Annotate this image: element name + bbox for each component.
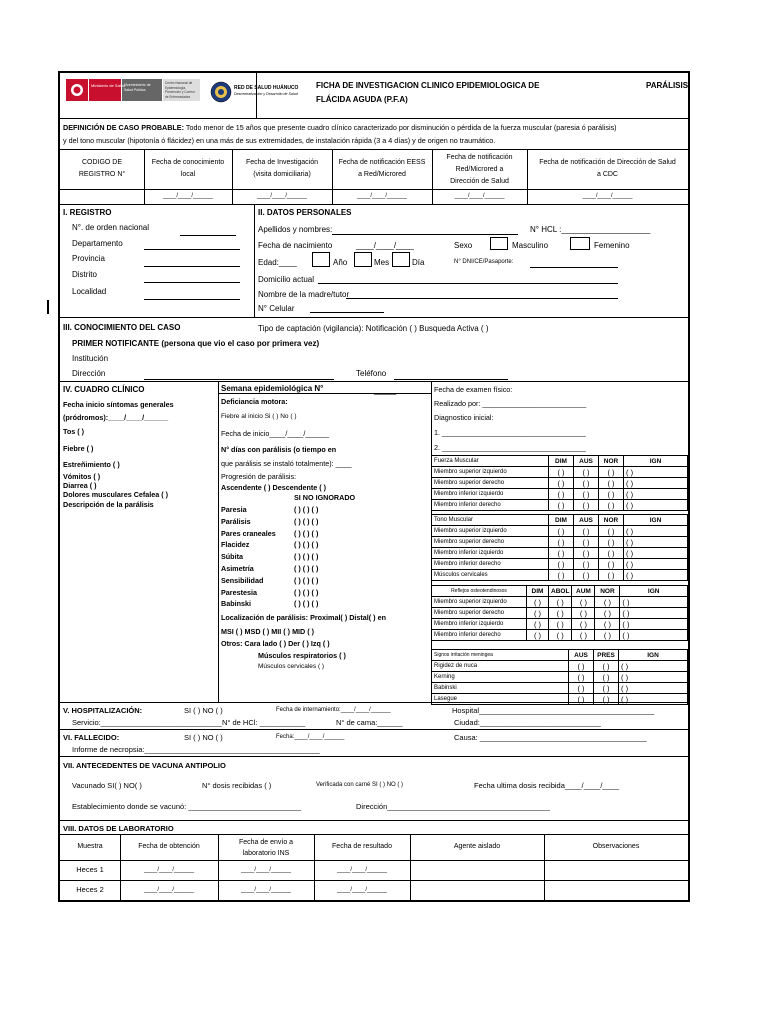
hosp-bottom-line [60, 729, 688, 730]
fuerza-row-label: Miembro inferior izquierdo [432, 489, 549, 500]
hosp-title: V. HOSPITALIZACIÓN: [63, 706, 143, 715]
mark[interactable]: ( ) [549, 537, 574, 548]
masculino-label: Masculino [512, 241, 549, 250]
text-cursor [47, 300, 49, 314]
conocimiento-bottom-line [60, 381, 688, 382]
orden-input[interactable] [180, 235, 236, 236]
femenino-checkbox[interactable] [570, 237, 590, 250]
col-ign: IGN [624, 515, 688, 526]
header-text: a Red/Microred [358, 171, 406, 178]
case-definition-label: DEFINICIÓN DE CASO PROBABLE: [63, 123, 184, 132]
lab-header-resultado: Fecha de resultado [332, 843, 392, 850]
mark[interactable]: ( ) [624, 478, 688, 489]
apellidos-input[interactable] [332, 234, 518, 235]
tono-muscular-table [431, 514, 688, 581]
case-definition-line2: y del tono muscular (hipotonía ó flácidez) en una más de sus extremidades, de instalación rápida (3 a 4 días) y de origen no traumático. [63, 136, 496, 145]
lab-header-observaciones: Observaciones [592, 843, 640, 850]
signo-marks[interactable]: ( ) ( ) ( ) [294, 505, 319, 514]
registro-title: I. REGISTRO [63, 208, 112, 217]
vacuna-bottom-line [60, 820, 688, 821]
mark[interactable]: ( ) [549, 597, 572, 608]
mark[interactable]: ( ) [599, 570, 624, 581]
col-nor: NOR [599, 456, 624, 467]
mark[interactable]: ( ) [620, 597, 688, 608]
registro-field-orden: N°. de orden nacional [72, 223, 150, 232]
apellidos-label: Apellidos y nombres: [258, 225, 333, 234]
diagnostico-1[interactable]: 1. ____________________________________ [434, 428, 586, 437]
lab-header-envio: Fecha de envío a laboratorio INS [238, 839, 294, 857]
fuerza-muscular-table [431, 455, 688, 511]
minsa-logo [66, 77, 200, 103]
mark[interactable]: ( ) [549, 489, 574, 500]
mark[interactable]: ( ) [624, 570, 688, 581]
madre-label: Nombre de la madre/tutor [258, 290, 350, 299]
dia-label: Día [412, 258, 425, 267]
edad-mes-box[interactable] [354, 252, 372, 267]
mark[interactable]: ( ) [549, 608, 572, 619]
lab-date-blank[interactable]: ____/____/______ [143, 867, 195, 873]
departamento-input[interactable] [144, 249, 240, 250]
mark[interactable]: ( ) [599, 526, 624, 537]
col-ign: IGN [619, 650, 688, 661]
mark[interactable]: ( ) [527, 597, 549, 608]
dias-paralisis-field[interactable]: que parálisis se instaló totalmente): ____ [221, 459, 352, 468]
vacuna-title: VII. ANTECEDENTES DE VACUNA ANTIPOLIO [63, 761, 226, 770]
tono-title: Tono Muscular [432, 515, 549, 526]
mark[interactable]: ( ) [549, 570, 574, 581]
col-aus: AUS [574, 515, 599, 526]
mark[interactable]: ( ) [569, 694, 594, 705]
col-ign: IGN [620, 586, 688, 597]
mark[interactable]: ( ) [549, 467, 574, 478]
edad-label: Edad:____ [258, 258, 297, 267]
signo-marks[interactable]: ( ) ( ) ( ) [294, 599, 319, 609]
hosp-si-no[interactable]: SI ( ) NO ( ) [184, 706, 223, 715]
fecha-inicio-field[interactable]: Fecha de inicio____/____/______ [221, 429, 330, 438]
minsa-text-1: Ministerio de Salud [91, 83, 126, 88]
signo-marks[interactable]: ( ) ( ) ( ) [294, 528, 319, 538]
mark[interactable]: ( ) [549, 630, 572, 641]
fecha-investigacion-header [232, 157, 332, 181]
mark[interactable]: ( ) [624, 467, 688, 478]
registro-field-departamento: Departamento [72, 239, 123, 248]
mark[interactable]: ( ) [572, 630, 595, 641]
col-nor: NOR [599, 515, 624, 526]
domicilio-label: Domicilio actual [258, 275, 315, 284]
hosp-fecha[interactable]: Fecha de internamiento:____/____/______ [276, 707, 391, 713]
reflejos-table [431, 585, 688, 641]
lab-row-heces1: Heces 1 [76, 865, 104, 874]
captacion-field[interactable]: Tipo de captación (vigilancia): Notificación ( ) Busqueda Activa ( ) [258, 324, 489, 333]
red-salud-subtitle: Descentralización y Desarrollo de Salud [234, 92, 298, 96]
mark[interactable]: ( ) [599, 489, 624, 500]
vacunado-field[interactable]: Vacunado SI( ) NO( ) [72, 781, 142, 790]
fiebre-option[interactable]: Fiebre ( ) [63, 443, 94, 453]
signo-label: Sensibilidad [221, 575, 264, 585]
examen-label: Fecha de examen físico: [434, 385, 513, 394]
mark[interactable]: ( ) [595, 597, 620, 608]
lab-date-blank[interactable]: ____/____/______ [143, 887, 195, 893]
dias-paralisis-label: N° días con parálisis (o tiempo en [221, 445, 337, 454]
col-nor: NOR [595, 586, 620, 597]
dolores-option[interactable]: Dolores musculares Cefalea ( ) [63, 489, 169, 499]
semana-bottom-line [218, 393, 431, 394]
header-bottom-line [60, 118, 688, 119]
mark[interactable]: ( ) [624, 559, 688, 570]
cuadro-divider-1 [218, 381, 219, 702]
establecimiento-field[interactable]: Establecimiento donde se vacunó: ___________________________ [72, 802, 301, 811]
fecha-conocimiento-header [144, 157, 232, 181]
signo-marks[interactable]: ( ) ( ) ( ) [294, 575, 319, 585]
mark[interactable]: ( ) [599, 467, 624, 478]
signo-marks[interactable]: ( ) ( ) ( ) [294, 540, 319, 550]
mark[interactable]: ( ) [569, 683, 594, 694]
lab-header-obtencion: Fecha de obtención [138, 843, 200, 850]
fecha-blank[interactable]: ____/____/______ [454, 193, 505, 199]
mark[interactable]: ( ) [574, 548, 599, 559]
header-text: local [180, 171, 196, 178]
tono-row-label: Miembro superior izquierdo [432, 526, 549, 537]
tono-row-label: Músculos cervicales [432, 570, 549, 581]
minsa-text-2: Viceministerio de Salud Pública [124, 83, 151, 92]
lab-date-blank[interactable]: ____/____/______ [336, 887, 388, 893]
femenino-label: Femenino [594, 241, 630, 250]
hcl-field[interactable]: N° HCL :____________________ [530, 225, 651, 234]
semana-input[interactable]: _____ [374, 386, 397, 395]
mark[interactable]: ( ) [574, 467, 599, 478]
red-salud-title: RED DE SALUD HUÁNUCO [234, 85, 299, 91]
header-text: Dirección de Salud [450, 178, 509, 185]
mark[interactable]: ( ) [599, 537, 624, 548]
mark[interactable]: ( ) [619, 661, 688, 672]
fallecido-si-no[interactable]: SI ( ) NO ( ) [184, 733, 223, 742]
mark[interactable]: ( ) [594, 683, 619, 694]
mark[interactable]: ( ) [620, 608, 688, 619]
mark[interactable]: ( ) [619, 672, 688, 683]
localizacion-field[interactable]: Localización de parálisis: Proximal( ) Distal( ) en [221, 613, 386, 622]
col-dim: DIM [527, 586, 549, 597]
telefono-input[interactable] [394, 379, 508, 380]
mark[interactable]: ( ) [569, 672, 594, 683]
tono-row-label: Miembro superior derecho [432, 537, 549, 548]
fecha-blank[interactable]: ____/____/______ [256, 193, 308, 199]
signo-label: Paresia [221, 505, 247, 514]
mark[interactable]: ( ) [599, 548, 624, 559]
registro-field-localidad: Localidad [72, 287, 107, 296]
carne-field[interactable]: Verificada con carné SI ( ) NO ( ) [316, 782, 404, 788]
diagnostico-label: Diagnostico inicial: [434, 413, 494, 422]
signo-label: Súbita [221, 552, 243, 562]
fecha-blank[interactable]: ____/____/______ [582, 193, 633, 199]
diarrea-option[interactable]: Diarrea ( ) [63, 480, 97, 490]
pfa-investigation-form [58, 71, 690, 902]
realizado-field[interactable]: Realizado por: __________________________ [434, 399, 587, 408]
progresion-label: Progresión de parálisis: [221, 472, 297, 481]
col-pres: PRES [594, 650, 619, 661]
fuerza-row-label: Miembro superior derecho [432, 478, 549, 489]
mark[interactable]: ( ) [572, 597, 595, 608]
mark[interactable]: ( ) [574, 478, 599, 489]
miembros-field[interactable]: MSI ( ) MSD ( ) MII ( ) MID ( ) [221, 627, 315, 636]
col-aus: AUS [569, 650, 594, 661]
notificante-label: PRIMER NOTIFICANTE (persona que vio el caso por primera vez) [72, 339, 320, 348]
mark[interactable]: ( ) [574, 559, 599, 570]
cervicales-field[interactable]: Músculos cervicales ( ) [258, 663, 325, 670]
datos-personales-title: II. DATOS PERSONALES [258, 208, 352, 217]
mes-label: Mes [374, 258, 390, 267]
fechas-row-line [60, 189, 688, 190]
col-aus: AUS [574, 456, 599, 467]
mark[interactable]: ( ) [595, 619, 620, 630]
lab-date-blank[interactable]: ____/____/______ [240, 867, 292, 873]
sintomas-list [63, 399, 174, 510]
mark[interactable]: ( ) [599, 478, 624, 489]
header-text: CODIGO DE [81, 159, 123, 166]
estrenimiento-option[interactable]: Estreñimiento ( ) [63, 460, 120, 470]
mark[interactable]: ( ) [595, 630, 620, 641]
registro-field-distrito: Distrito [72, 270, 97, 279]
prodromos-field[interactable]: (pródromos):____/____/______ [63, 412, 169, 422]
fallecido-fecha[interactable]: Fecha:____/____/______ [276, 734, 345, 740]
signo-label: Asimetría [221, 563, 254, 573]
hosp-cama[interactable]: N° de cama:______ [336, 718, 403, 727]
col-aum: AUM [572, 586, 595, 597]
minsa-text-3: Centro Nacional de Epidemiología, Prevención y Control de Enfermedades [165, 81, 195, 99]
mark[interactable]: ( ) [624, 537, 688, 548]
lab-title: VIII. DATOS DE LABORATORIO [63, 824, 174, 833]
col-dim: DIM [549, 456, 574, 467]
vomitos-option[interactable]: Vómitos ( ) [63, 471, 101, 481]
codigo-registro-header [60, 157, 144, 181]
institucion-label: Institución [72, 354, 109, 363]
mark[interactable]: ( ) [595, 608, 620, 619]
mark[interactable]: ( ) [599, 500, 624, 511]
lab-row-line [60, 880, 688, 881]
case-definition-text1: Todo menor de 15 años que presente cuadro clínico caracterizado por disminución o pérdida de la fuerza muscular (paresia ó parálisis) [184, 123, 617, 132]
vacuna-direccion-field[interactable]: Dirección_______________________________________ [356, 802, 550, 811]
otros-field[interactable]: Otros: Cara lado ( ) Der ( ) Izq ( ) [221, 639, 330, 648]
fechas-bottom-line [60, 204, 688, 205]
header-text: Fecha de conocimiento [151, 159, 225, 166]
lab-header-agente: Agente aislado [453, 843, 501, 850]
direccion-input[interactable] [144, 379, 334, 380]
mark[interactable]: ( ) [549, 548, 574, 559]
mark[interactable]: ( ) [619, 683, 688, 694]
mark[interactable]: ( ) [574, 526, 599, 537]
mark[interactable]: ( ) [574, 500, 599, 511]
madre-input[interactable] [346, 298, 618, 299]
mark[interactable]: ( ) [549, 478, 574, 489]
fecha-notif-eess-header [332, 157, 432, 181]
reflejos-row-label: Miembro superior izquierdo [432, 597, 527, 608]
mark[interactable]: ( ) [549, 559, 574, 570]
mark[interactable]: ( ) [624, 526, 688, 537]
mark[interactable]: ( ) [569, 661, 594, 672]
col-abol: ABOL [549, 586, 572, 597]
localidad-input[interactable] [144, 299, 240, 300]
mark[interactable]: ( ) [572, 619, 595, 630]
lab-title-line [60, 834, 688, 835]
meningeos-row-label: Lasegue [432, 694, 569, 705]
direccion-label: Dirección [72, 369, 106, 378]
mark[interactable]: ( ) [574, 570, 599, 581]
fecha-notif-cdc-header [527, 157, 688, 181]
fuerza-row-label: Miembro superior izquierdo [432, 467, 549, 478]
definition-bottom-line [60, 149, 688, 150]
header-text: Red/Microred a [455, 166, 504, 173]
mark[interactable]: ( ) [549, 500, 574, 511]
masculino-checkbox[interactable] [490, 237, 508, 250]
lab-date-blank[interactable]: ____/____/______ [240, 887, 292, 893]
mark[interactable]: ( ) [527, 608, 549, 619]
lab-row-line [60, 860, 688, 861]
mark[interactable]: ( ) [572, 608, 595, 619]
signo-marks[interactable]: ( ) ( ) ( ) [294, 516, 319, 526]
reflejos-row-label: Miembro inferior izquierdo [432, 619, 527, 630]
ultima-dosis-field[interactable]: Fecha ultima dosis recibida____/____/____ [474, 781, 620, 790]
mark[interactable]: ( ) [594, 661, 619, 672]
meningeos-row-label: Rigidez de nuca [432, 661, 569, 672]
semana-label: Semana epidemiológica N° [221, 384, 324, 393]
header-text: Fecha de Investigación [246, 159, 318, 166]
signo-marks[interactable]: ( ) ( ) ( ) [294, 563, 319, 573]
meningeos-row-label: Babinski [432, 683, 569, 694]
signos-marks[interactable] [294, 504, 318, 610]
hosp-ciudad[interactable]: Ciudad:_____________________________ [454, 718, 601, 727]
mark[interactable]: ( ) [599, 559, 624, 570]
lab-row-heces2: Heces 2 [76, 885, 104, 894]
cuadro-title: IV. CUADRO CLÍNICO [63, 385, 145, 394]
mark[interactable]: ( ) [574, 489, 599, 500]
signo-label: Parestesia [221, 587, 257, 597]
col-dim: DIM [549, 515, 574, 526]
mark[interactable]: ( ) [620, 630, 688, 641]
meningeos-title: Signos irritación meningea [432, 650, 569, 661]
necropsia-field[interactable]: Informe de necropsia:__________________________________________ [72, 745, 320, 754]
reflejos-title: Reflejos osteotendinosos [432, 586, 527, 597]
fecha-notif-red-header [432, 152, 527, 188]
provincia-input[interactable] [144, 266, 240, 267]
celular-input[interactable] [310, 312, 384, 313]
mark[interactable]: ( ) [527, 630, 549, 641]
respiratorios-field[interactable]: Músculos respiratorios ( ) [258, 651, 346, 660]
signo-label: Pares craneales [221, 528, 276, 538]
mark[interactable]: ( ) [619, 694, 688, 705]
fallecido-causa[interactable]: Causa: ________________________________________ [454, 733, 647, 742]
dosis-field[interactable]: N° dosis recibidas ( ) [202, 781, 272, 790]
tos-option[interactable]: Tos ( ) [63, 427, 85, 437]
telefono-label: Teléfono [356, 369, 387, 378]
mark[interactable]: ( ) [594, 672, 619, 683]
header-text: Fecha de notificación [446, 154, 513, 161]
tono-row-label: Miembro inferior derecho [432, 559, 549, 570]
fuerza-title: Fuerza Muscular [432, 456, 549, 467]
mark[interactable]: ( ) [549, 526, 574, 537]
fallecido-title: VI. FALLECIDO: [63, 733, 120, 742]
anio-label: Año [333, 258, 348, 267]
reflejos-row-label: Miembro inferior derecho [432, 630, 527, 641]
lab-header-muestra: Muestra [77, 843, 103, 850]
mark[interactable]: ( ) [527, 619, 549, 630]
sng-header: SI NO IGNORADO [294, 493, 356, 502]
mark[interactable]: ( ) [624, 548, 688, 559]
signo-label: Flacidez [221, 540, 250, 550]
diagnostico-2[interactable]: 2. ____________________________________ [434, 443, 586, 452]
edad-anio-box[interactable] [312, 252, 330, 267]
domicilio-input[interactable] [318, 283, 618, 284]
celular-label: N° Celular [258, 304, 295, 313]
nacimiento-input[interactable]: ____/____/____ [356, 241, 414, 250]
header-text: REGISTRO N° [78, 171, 126, 178]
tono-row-label: Miembro inferior izquierdo [432, 548, 549, 559]
meningeos-table [431, 649, 688, 705]
registro-divider [254, 204, 255, 317]
form-title-right: PARÁLISIS [646, 81, 689, 90]
lab-date-blank[interactable]: ____/____/______ [336, 867, 388, 873]
signo-label: Babinski [221, 599, 251, 609]
header-text: (visita domiciliaria) [253, 171, 311, 178]
form-title-line1: FICHA DE INVESTIGACION CLINICO EPIDEMIOLOGICA DE [316, 81, 540, 90]
mark[interactable]: ( ) [574, 537, 599, 548]
sexo-label: Sexo [454, 241, 473, 250]
fecha-blank[interactable]: ____/____/______ [162, 193, 214, 199]
header-text: a CDC [596, 171, 618, 178]
distrito-input[interactable] [144, 282, 240, 283]
meningeos-row-label: Kerning [432, 672, 569, 683]
header-text: Fecha de notificación EESS [338, 159, 426, 166]
deficiencia-label: Deficiancia motora: [221, 397, 288, 406]
sintomas-label: Fecha inicio síntomas generales [63, 400, 174, 409]
hosp-hospital[interactable]: Hospital__________________________________________ [452, 706, 655, 715]
fallecido-bottom-line [60, 756, 688, 757]
hosp-servicio[interactable]: Servicio:_____________________________ [72, 718, 222, 727]
nacimiento-label: Fecha de nacimiento [258, 241, 333, 250]
registro-field-provincia: Provincia [72, 254, 105, 263]
descripcion-label: Descripción de la parálisis [63, 499, 154, 509]
mark[interactable]: ( ) [594, 694, 619, 705]
mark[interactable]: ( ) [549, 619, 572, 630]
fiebre-inicio-field[interactable]: Fiebre al inicio Si ( ) No ( ) [221, 413, 297, 420]
mark[interactable]: ( ) [624, 489, 688, 500]
red-salud-seal-icon [210, 81, 232, 103]
mark[interactable]: ( ) [620, 619, 688, 630]
signos-list [221, 504, 276, 610]
mark[interactable]: ( ) [624, 500, 688, 511]
hosp-hcl[interactable]: N° de HCl: ___________ [222, 718, 306, 727]
conocimiento-title: III. CONOCIMIENTO DEL CASO [63, 323, 181, 332]
ascendente-field[interactable]: Ascendente ( ) Descendente ( ) [221, 483, 327, 492]
case-definition-line1 [63, 123, 617, 132]
col-ign: IGN [624, 456, 688, 467]
fecha-blank[interactable]: ____/____/______ [356, 193, 408, 199]
dni-input[interactable] [530, 267, 618, 268]
fuerza-row-label: Miembro inferior derecho [432, 500, 549, 511]
signo-marks[interactable]: ( ) ( ) ( ) [294, 552, 319, 562]
signo-marks[interactable]: ( ) ( ) ( ) [294, 587, 319, 597]
dni-label: N° DNI/CE/Pasaporte: [454, 259, 514, 265]
signo-label: Parálisis [221, 516, 251, 526]
header-text: Fecha de notificación de Dirección de Salud [539, 159, 676, 166]
reflejos-row-label: Miembro superior derecho [432, 608, 527, 619]
edad-dia-box[interactable] [392, 252, 410, 267]
registro-bottom-line [60, 317, 688, 318]
form-title-line2: FLÁCIDA AGUDA (P.F.A) [316, 95, 408, 104]
